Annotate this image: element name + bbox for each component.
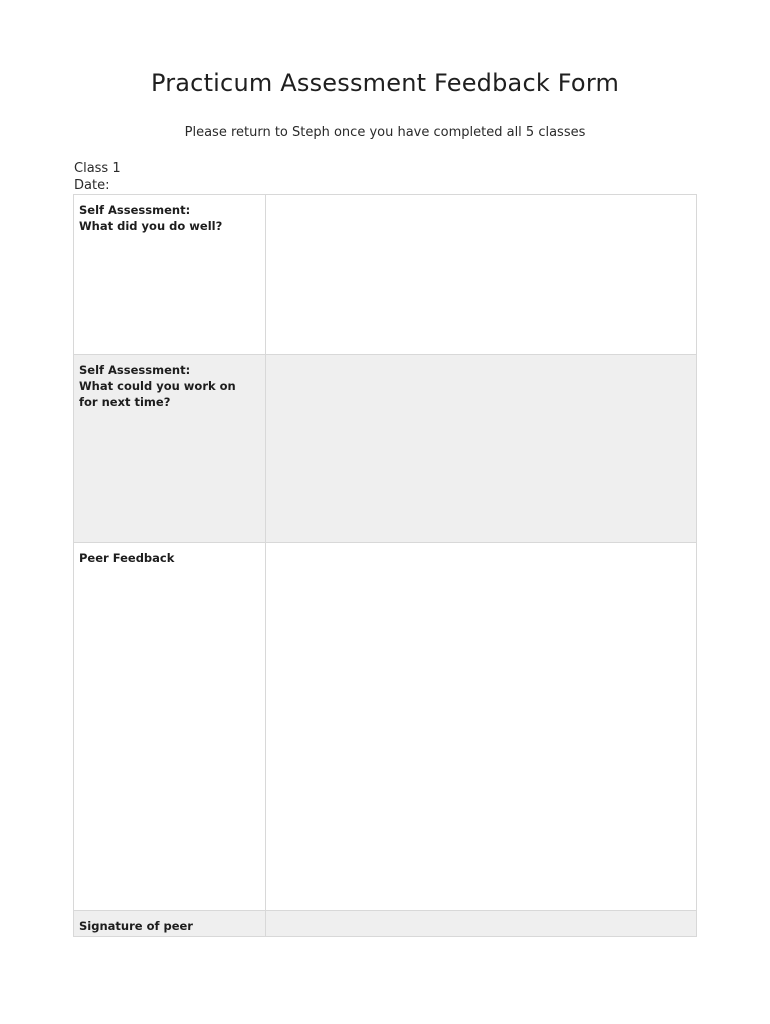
self-assessment-well-row — [74, 195, 697, 355]
page-title: Practicum Assessment Feedback Form — [150, 69, 620, 97]
label-line: What did you do well? — [79, 219, 223, 233]
label-line: Signature of peer — [79, 919, 193, 933]
label-line: Self Assessment: — [79, 363, 191, 377]
label-line: for next time? — [79, 395, 171, 409]
feedback-table — [73, 194, 697, 937]
self-assessment-well-answer-field[interactable] — [266, 195, 697, 355]
signature-row — [74, 911, 697, 937]
self-assessment-improve-answer-field[interactable] — [266, 355, 697, 543]
self-assessment-well-label — [74, 195, 266, 355]
label-line: What could you work on — [79, 379, 236, 393]
signature-label — [74, 911, 266, 937]
class-label: Class 1 — [74, 161, 121, 176]
peer-feedback-label — [74, 543, 266, 911]
peer-feedback-answer-field[interactable] — [266, 543, 697, 911]
peer-feedback-row — [74, 543, 697, 911]
signature-field[interactable] — [266, 911, 697, 937]
self-assessment-improve-label — [74, 355, 266, 543]
date-label: Date: — [74, 178, 110, 193]
self-assessment-improve-row — [74, 355, 697, 543]
label-line: Peer Feedback — [79, 551, 175, 565]
label-line: Self Assessment: — [79, 203, 191, 217]
instructions-text: Please return to Steph once you have completed all 5 classes — [184, 125, 586, 140]
